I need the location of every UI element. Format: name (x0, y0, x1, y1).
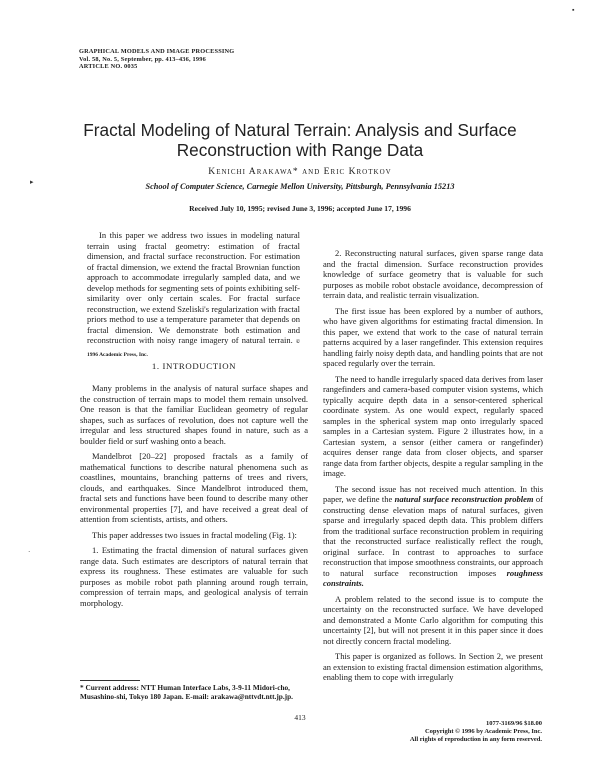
paragraph (323, 484, 543, 589)
section-heading: 1. INTRODUCTION (151, 361, 237, 371)
footnote: * Current address: NTT Human Interface Labs, 3-9-11 Midori-cho, Musashino-shi, Tokyo 180 Japan. E-mail: arakawa@nttvdt.ntt.jp.jp. (80, 683, 293, 701)
left-column (80, 383, 308, 608)
title-line-1: Fractal Modeling of Natural Terrain: Analysis and Surface (83, 120, 517, 140)
copyright-price: 1077-3169/96 $18.00 (486, 720, 542, 727)
right-column (323, 248, 543, 683)
paragraph: Many problems in the analysis of natural surface shapes and the construction of terrain maps to model them remain unsolved. One reason is that the familiar Euclidean geometry of regular shapes, such as surfaces of revolution, does not capture well the irregular and less structured shapes found in nature, such as a boulder field or surf washing onto a beach. (80, 383, 308, 446)
paragraph: 2. Reconstructing natural surfaces, given sparse range data and the fractal dimension. Surface reconstruction provides knowledge of surface geometry that is valuable for such purposes as mobile robot obstacle avoidance, decompression of terrain data, and realistic terrain visualization. (323, 248, 543, 300)
journal-header (79, 48, 234, 71)
paragraph: This paper is organized as follows. In Section 2, we present an extension to existing fractal dimension estimation algorithms, enabling them to cope with irregularly (323, 651, 544, 682)
footnote-rule (80, 680, 140, 681)
journal-name: GRAPHICAL MODELS AND IMAGE PROCESSING (79, 48, 235, 55)
article-number: ARTICLE NO. 0035 (79, 63, 138, 71)
emphasis: natural surface reconstruction problem (394, 494, 534, 504)
paragraph: The need to handle irregularly spaced data derives from laser rangefinders and camera-based computer vision systems, which typically acquire depth data in a sensor-centered spherical coordinate system. As one would expect, regularly spaced samples in the spherical system map onto irregularly spaced samples in a Cartesian system. Figure 2 illustrates how, in a Cartesian system, a sensor (either camera or rangefinder) acquires denser range data from closer objects, and sparser range data from farther objects, despite a regular sampling in the image. (323, 373, 543, 478)
authors: Kenichi Arakawa* and Eric Krotkov (208, 166, 392, 177)
text-run: The second issue has not received much attention. In this paper, we define the (323, 483, 543, 504)
paragraph: The first issue has been explored by a number of authors, who have given algorithms for estimating fractal dimension. In this paper, we extend that work to the case of natural terrain patterns acquired by a laser rangefinder. This extension requires handling fairly noisy depth data, and handling points that are not spaced regularly over the terrain. (323, 305, 543, 368)
emphasis: roughness constraints. (323, 567, 543, 588)
received-dates: Received July 10, 1995; revised June 3, 1996; accepted June 17, 1996 (189, 204, 411, 213)
scan-mark: · (28, 548, 31, 556)
page-number: 413 (294, 713, 306, 722)
paragraph: Mandelbrot [20–22] proposed fractals as a family of mathematical functions to describe natural phenomena such as coastlines, mountains, branching patterns of trees and rivers, clouds, and earthquakes. Since Mandelbrot introduced them, fractal sets and functions have been found to describe many other environmental properties [7], and have received a great deal of attention from scientists, artists, and others. (80, 451, 308, 524)
copyright-holder: Copyright © 1996 by Academic Press, Inc. (424, 727, 542, 735)
abstract-copyright: © 1996 Academic Press, Inc. (87, 339, 301, 358)
journal-volume: Vol. 58, No. 5, September, pp. 413–436, 1996 (79, 55, 206, 63)
scan-mark: ▸ (30, 178, 34, 186)
text-run: of constructing dense elevation maps of natural surfaces, given sparse and irregularly spaced depth data. This problem differs from the traditional surface reconstruction problem in requiring that the reconstructed surface realistically reflect the rough, original surface. In contrast to approaches to surface reconstruction that impose smoothness constraints, our approach to natural surface reconstruction imposes (323, 494, 543, 578)
copyright-block (400, 720, 542, 743)
title-line-2: Reconstruction with Range Data (176, 140, 424, 160)
copyright-rights: All rights of reproduction in any form reserved. (409, 735, 542, 743)
paragraph: 1. Estimating the fractal dimension of natural surfaces given range data. Such estimates are descriptors of natural terrain that express its roughness. These estimates are valuable for such purposes as mobile robot path planning around rough terrain, compression of terrain maps, and geological analysis of terrain morphology. (80, 545, 308, 608)
paper-title (60, 120, 540, 160)
affiliation: School of Computer Science, Carnegie Mellon University, Pittsburgh, Pennsylvania 15213 (145, 182, 455, 191)
paragraph: This paper addresses two issues in fractal modeling (Fig. 1): (92, 529, 297, 540)
paragraph: A problem related to the second issue is to compute the uncertainty on the reconstructed surface. We have developed and demonstrated a Monte Carlo algorithm for computing this uncertainty [2], but will not present it in this paper since it does not directly concern fractal modeling. (323, 593, 543, 646)
scan-mark: ▪ (572, 6, 575, 14)
abstract-text: In this paper we address two issues in modeling natural terrain using fractal geometry: estimation of fractal dimension, and fractal surface reconstruction. For estimation of fractal dimension, we extend the fractal Brownian function approach to accommodate irregularly sampled data, and we develop methods for segmenting sets of points exhibiting self-similarity over only certain scales. For fractal surface reconstruction, we extend Szeliski's regularization with fractal priors method to use a temperature parameter that depends on fractal dimension. We demonstrate both estimation and reconstruction with noisy range imagery of natural terrain. (87, 230, 300, 345)
abstract (87, 230, 300, 360)
